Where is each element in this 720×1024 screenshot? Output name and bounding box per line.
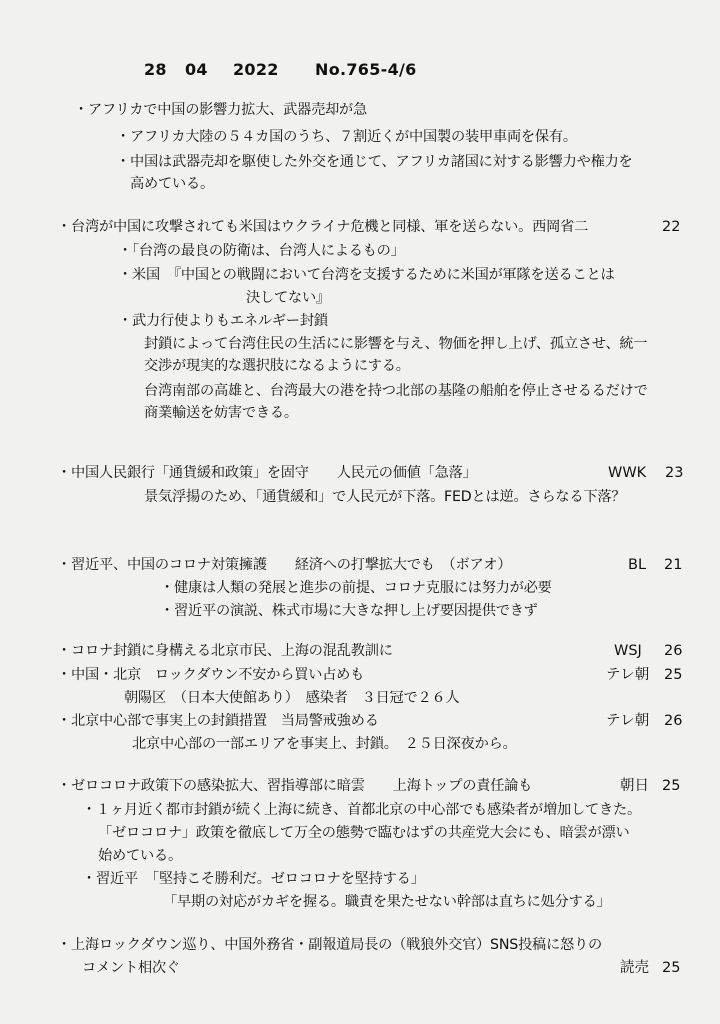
item-title: ・習近平、中国のコロナ対策擁護 経済への打撃拡大でも （ボアオ）	[57, 557, 512, 573]
page-number: 25	[662, 778, 681, 794]
bullet-continuation: 決してない』	[246, 290, 330, 306]
bullet-point: ・健康は人類の発展と進歩の前提、コロナ克服には努力が必要	[160, 580, 552, 596]
bullet-point: ・「台湾の最良の防衛は、台湾人によるもの」	[118, 243, 405, 259]
item-title: ・中国・北京 ロックダウン不安から買い占めも	[57, 667, 365, 683]
source-label: BL	[628, 557, 647, 573]
bullet-point: ・米国 『中国との戦闘において台湾を支援するために米国が軍隊を送ることは	[118, 267, 615, 283]
source-label: WSJ	[614, 643, 642, 659]
bullet-point: ・武力行使よりもエネルギー封鎖	[118, 313, 328, 329]
bullet-continuation: 高めている。	[130, 176, 214, 192]
paragraph-line: 「ゼロコロナ」政策を徹底して万全の態勢で臨むはずの共産党大会にも、暗雲が漂い	[98, 825, 630, 841]
bullet-point: ・アフリカ大陸の５４カ国のうち、７割近くが中国製の装甲車両を保有。	[116, 129, 577, 145]
page-number: 22	[662, 219, 681, 235]
bullet-point: ・習近平の演説、株式市場に大きな押し上げ要因提供できず	[160, 603, 538, 619]
bullet-point: ・中国は武器売却を駆使した外交を通じて、アフリカ諸国に対する影響力や権力を	[116, 154, 633, 170]
paragraph-line: 封鎖によって台湾住民の生活にに影響を与え、物価を押し上げ、孤立させ、統一	[144, 336, 648, 352]
item-title: ・アフリカで中国の影響力拡大、武器売却が急	[74, 102, 368, 118]
source-label: 朝日	[620, 778, 649, 794]
page-number: 25	[662, 960, 681, 976]
source-label: 読売	[620, 960, 649, 976]
paragraph-line: 商業輸送を妨害できる。	[144, 405, 298, 421]
item-title: ・北京中心部で事実上の封鎖措置 当局警戒強める	[57, 713, 379, 729]
source-label: テレ朝	[606, 667, 650, 683]
paragraph-line: 交渉が現実的な選択肢になるようにする。	[144, 358, 410, 374]
bullet-point: ・習近平 「堅持こそ勝利だ。ゼロコロナを堅持する」	[82, 871, 425, 887]
item-title-continuation: コメント相次ぐ	[82, 960, 180, 976]
paragraph-line: 北京中心部の一部エリアを事実上、封鎖。 ２５日深夜から。	[132, 736, 517, 752]
page-number: 25	[664, 667, 683, 683]
item-title: ・上海ロックダウン巡り、中国外務省・副報道局長の（戦狼外交官）SNS投稿に怒りの	[57, 937, 602, 953]
page-number: 26	[664, 713, 683, 729]
header-month: 04	[185, 60, 208, 79]
source-label: WWK	[608, 465, 647, 481]
paragraph-line: 「早期の対応がカギを握る。職責を果たせない幹部は直ちに処分する」	[163, 894, 611, 910]
page-number: 26	[664, 643, 683, 659]
source-label: テレ朝	[606, 713, 650, 729]
header-day: 28	[144, 60, 167, 79]
paragraph-line: 景気浮揚のため、「通貨緩和」で人民元が下落。FEDとは逆。さらなる下落？	[144, 489, 626, 505]
item-title: ・中国人民銀行「通貨緩和政策」を固守 人民元の価値「急落」	[57, 465, 477, 481]
bullet-point: ・１ヶ月近く都市封鎖が続く上海に続き、首都北京の中心部でも感染者が増加してきた。	[82, 802, 641, 818]
paragraph-line: 台湾南部の高雄と、台湾最大の港を持つ北部の基隆の船舶を停止させるるだけで	[144, 383, 648, 399]
paragraph-line: 朝陽区 （日本大使館あり） 感染者 ３日冠で２６人	[124, 690, 460, 706]
page-number: 23	[665, 465, 684, 481]
item-title: ・コロナ封鎖に身構える北京市民、上海の混乱教訓に	[57, 643, 393, 659]
header-number: No.765-4/6	[315, 60, 417, 79]
item-title: ・ゼロコロナ政策下の感染拡大、習指導部に暗雲 上海トップの責任論も	[57, 778, 533, 794]
page-number: 21	[664, 557, 683, 573]
item-title: ・台湾が中国に攻撃されても米国はウクライナ危機と同様、軍を送らない。西岡省二	[57, 219, 589, 235]
paragraph-line: 始めている。	[98, 848, 182, 864]
header-year: 2022	[233, 60, 279, 79]
